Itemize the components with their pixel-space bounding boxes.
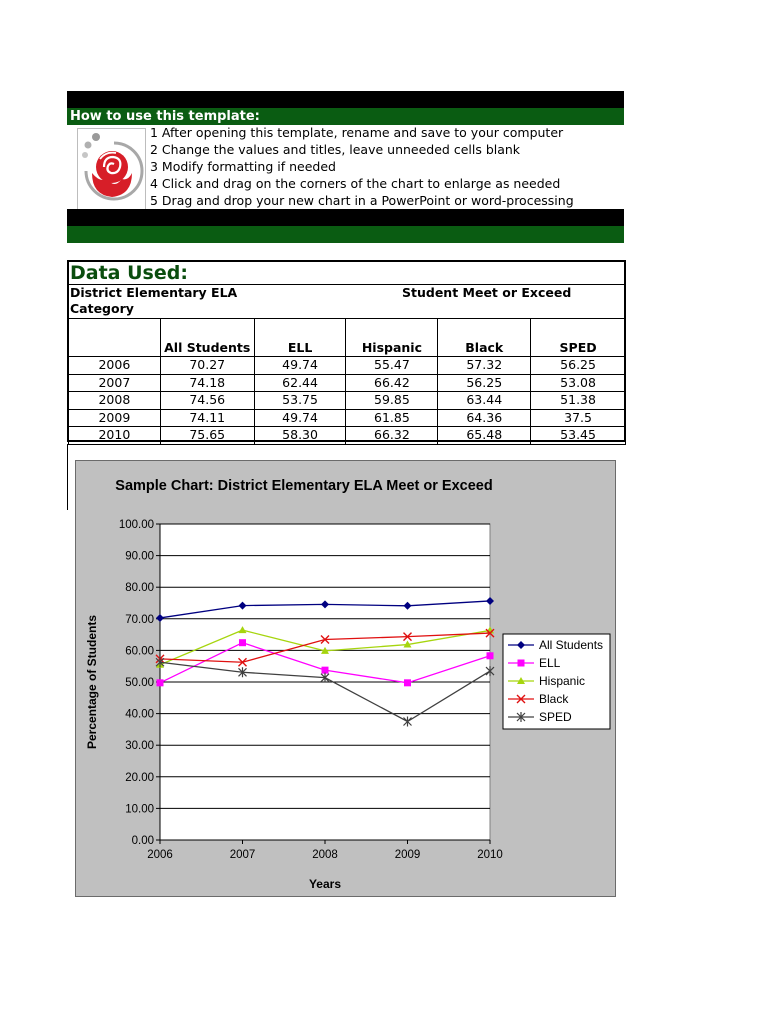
- y-tick-label: 20.00: [125, 771, 154, 784]
- chart-area[interactable]: [75, 460, 616, 897]
- row-year: 2008: [69, 392, 161, 410]
- data-table: [68, 318, 626, 445]
- rose-logo: [77, 128, 146, 210]
- x-tick-label: 2007: [229, 849, 256, 861]
- x-tick-label: 2008: [312, 849, 338, 861]
- y-tick-label: 80.00: [125, 582, 154, 595]
- metric-label: Student Meet or Exceed: [402, 285, 572, 300]
- table-cell: 66.42: [346, 374, 438, 392]
- table-cell: 58.30: [254, 427, 346, 445]
- data-point: [322, 667, 329, 674]
- column-header: SPED: [531, 319, 626, 357]
- data-point: [404, 679, 411, 686]
- row-year: 2006: [69, 357, 161, 375]
- cell-border-line: [67, 444, 68, 510]
- table-cell: 65.48: [438, 427, 531, 445]
- chart-legend: [503, 634, 610, 729]
- y-axis-label: Percentage of Students: [85, 614, 99, 750]
- howto-step-4: 4 Click and drag on the corners of the chart to enlarge as needed: [150, 176, 561, 191]
- legend-label: ELL: [539, 656, 561, 670]
- y-tick-label: 50.00: [125, 677, 154, 689]
- data-point: [157, 679, 164, 686]
- table-cell: 49.74: [254, 357, 346, 375]
- howto-step-1: 1 After opening this template, rename and save to your computer: [150, 125, 564, 140]
- table-cell: 61.85: [346, 409, 438, 427]
- footer-green-bar: [67, 226, 624, 243]
- row-year: 2007: [69, 374, 161, 392]
- table-cell: 75.65: [160, 427, 254, 445]
- howto-step-5: 5 Drag and drop your new chart in a PowerPoint or word-processing: [150, 193, 574, 208]
- column-header: Hispanic: [346, 319, 438, 357]
- table-cell: 64.36: [438, 409, 531, 427]
- table-cell: 51.38: [531, 392, 626, 410]
- column-header: Black: [438, 319, 531, 357]
- line-chart: [76, 461, 615, 896]
- table-cell: 59.85: [346, 392, 438, 410]
- x-tick-label: 2009: [394, 849, 421, 861]
- table-cell: 70.27: [160, 357, 254, 375]
- table-cell: 56.25: [438, 374, 531, 392]
- legend-label: Black: [539, 692, 569, 706]
- row-year: 2009: [69, 409, 161, 427]
- table-cell: 74.56: [160, 392, 254, 410]
- legend-label: All Students: [539, 638, 604, 652]
- y-tick-label: 30.00: [125, 740, 154, 753]
- table-row: [69, 392, 626, 410]
- table-cell: 62.44: [254, 374, 346, 392]
- table-row: [69, 427, 626, 445]
- chart-title: Sample Chart: District Elementary ELA Meet or Exceed: [115, 478, 493, 494]
- legend-marker: [518, 660, 525, 667]
- table-cell: 55.47: [346, 357, 438, 375]
- y-tick-label: 60.00: [125, 645, 154, 658]
- x-tick-label: 2006: [147, 849, 173, 861]
- header-black-bar: [67, 91, 624, 108]
- y-tick-label: 90.00: [125, 550, 154, 563]
- table-row: [69, 409, 626, 427]
- table-header-row: [69, 319, 626, 357]
- footer-black-bar: [67, 209, 624, 226]
- table-cell: 56.25: [531, 357, 626, 375]
- table-cell: 57.32: [438, 357, 531, 375]
- rose-logo-icon: [78, 129, 145, 209]
- table-row: [69, 374, 626, 392]
- data-point: [487, 652, 494, 659]
- x-axis-label: Years: [308, 877, 342, 891]
- table-cell: 74.18: [160, 374, 254, 392]
- column-header: ELL: [254, 319, 346, 357]
- y-tick-label: 100.00: [118, 519, 154, 531]
- data-used-panel: [67, 260, 626, 442]
- table-cell: 37.5: [531, 409, 626, 427]
- y-tick-label: 0.00: [131, 835, 154, 847]
- legend-label: Hispanic: [539, 674, 586, 688]
- data-point: [239, 639, 246, 646]
- category-label: District Elementary ELA Category: [70, 285, 238, 316]
- howto-step-2: 2 Change the values and titles, leave unneeded cells blank: [150, 142, 521, 157]
- table-cell: 66.32: [346, 427, 438, 445]
- howto-title: How to use this template:: [67, 108, 624, 125]
- y-tick-label: 40.00: [125, 708, 154, 721]
- table-cell: 74.11: [160, 409, 254, 427]
- table-cell: 53.75: [254, 392, 346, 410]
- table-cell: 53.45: [531, 427, 626, 445]
- row-year: 2010: [69, 427, 161, 445]
- howto-step-3: 3 Modify formatting if needed: [150, 159, 336, 174]
- table-cell: 63.44: [438, 392, 531, 410]
- table-row: [69, 357, 626, 375]
- legend-label: SPED: [539, 710, 572, 724]
- x-tick-label: 2010: [477, 849, 503, 861]
- data-used-title: Data Used:: [70, 262, 188, 284]
- column-header-year: [69, 319, 161, 357]
- table-cell: 53.08: [531, 374, 626, 392]
- y-tick-label: 10.00: [125, 803, 154, 816]
- column-header: All Students: [160, 319, 254, 357]
- table-cell: 49.74: [254, 409, 346, 427]
- y-tick-label: 70.00: [125, 613, 154, 626]
